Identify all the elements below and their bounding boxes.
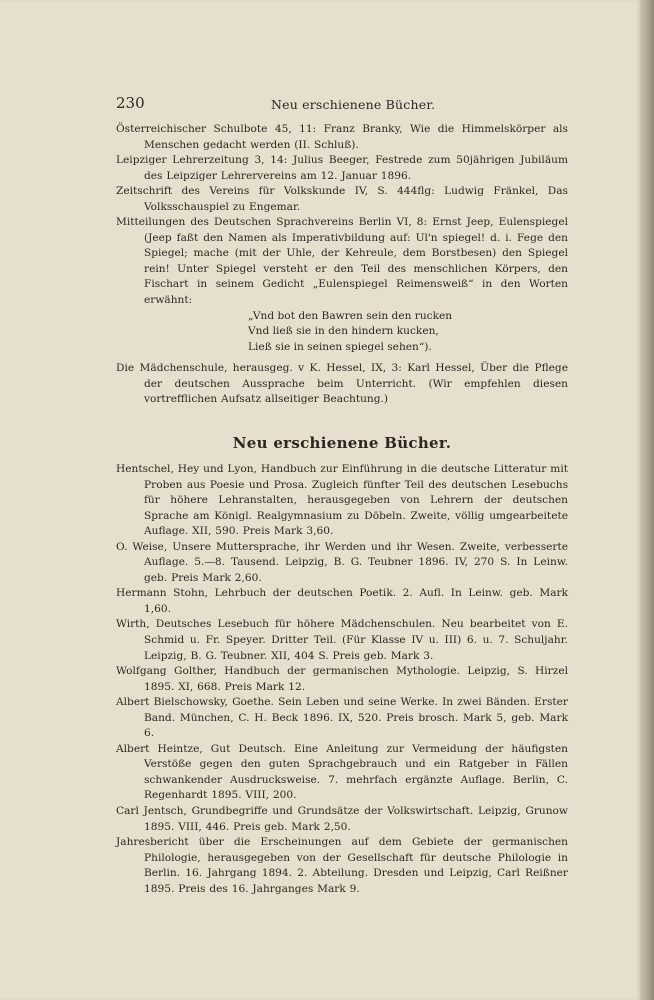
periodical-entry: Österreichischer Schulbote 45, 11: Franz Branky, Wie die Himmelskörper als Menschen gedacht werden (II. Schluß). (116, 123, 568, 151)
page-edge (640, 0, 654, 1000)
periodical-entry: Die Mädchenschule, herausgeg. v K. Hessel, IX, 3: Karl Hessel, Über die Pflege der deutschen Aussprache beim Unterricht. (Wir empfehlen diesen vortrefflichen Aufsatz allseitiger Beachtung.) (116, 362, 568, 406)
book-entry: Jahresbericht über die Erscheinungen auf dem Gebiete der germanischen Philologie, herausgegeben von der Gesellschaft für deutsche Philologie in Berlin. 16. Jahrgang 1894. 2. Abteilung. Dresden und Leipzig, Carl Reißner 1895. Preis des 16. Jahrganges Mark 9. (116, 836, 568, 895)
running-head: Neu erschienene Bücher. (271, 97, 436, 112)
periodical-entry: Mitteilungen des Deutschen Sprachvereins Berlin VI, 8: Ernst Jeep, Eulenspiegel (Jeep faßt den Namen als Imperativbildung auf: Ul'n spiegel! d. i. Fege den Spiegel; mache (mit der Uhle, der Kehreule, dem Borstbesen) den Spiegel rein! Unter Spiegel versteht er den Teil des menschlichen Körpers, den Fischart in seinem Gedicht „Eulenspiegel Reimensweiß“ in den Worten erwähnt: (116, 216, 568, 307)
page-header (116, 96, 568, 114)
book-entry: Albert Bielschowsky, Goethe. Sein Leben und seine Werke. In zwei Bänden. Erster Band. München, C. H. Beck 1896. IX, 520. Preis brosch. Mark 5, geb. Mark 6. (116, 696, 568, 740)
book-entry: Hentschel, Hey und Lyon, Handbuch zur Einführung in die deutsche Litteratur mit Proben aus Poesie und Prosa. Zugleich fünfter Teil des deutschen Lesebuchs für höhere Lehranstalten, herausgegeben von Lehrern der deutschen Sprache am Königl. Realgymnasium zu Döbeln. Zweite, völlig umgearbeitete Auflage. XII, 590. Preis Mark 3,60. (116, 463, 568, 538)
book-entry: O. Weise, Unsere Muttersprache, ihr Werden und ihr Wesen. Zweite, verbesserte Auflage. 5.—8. Tausend. Leipzig, B. G. Teubner 1896. IV, 270 S. In Leinw. geb. Preis Mark 2,60. (116, 540, 568, 584)
book-entry: Wirth, Deutsches Lesebuch für höhere Mädchenschulen. Neu bearbeitet von E. Schmid u. Fr. Speyer. Dritter Teil. (Für Klasse IV u. III) 6. u. 7. Schuljahr. Leipzig, B. G. Teubner. XII, 404 S. Preis geb. Mark 3. (116, 618, 568, 662)
book-entry: Carl Jentsch, Grundbegriffe und Grundsätze der Volkswirtschaft. Leipzig, Grunow 1895. VIII, 446. Preis geb. Mark 2,50. (116, 805, 568, 833)
page-number: 230 (116, 94, 145, 112)
verse-line: Vnd ließ sie in den hindern kucken, (248, 325, 439, 338)
verse-quote (116, 309, 568, 356)
periodical-list (116, 122, 568, 408)
book-entry: Albert Heintze, Gut Deutsch. Eine Anleitung zur Vermeidung der häufigsten Verstöße gegen den guten Sprachgebrauch und ein Ratgeber in Fällen schwankender Ausdrucksweise. 7. mehrfach ergänzte Auflage. Berlin, C. Regenhardt 1895. VIII, 200. (116, 742, 568, 802)
section-title: Neu erschienene Bücher. (232, 434, 452, 452)
book-entry: Hermann Stohn, Lehrbuch der deutschen Poetik. 2. Aufl. In Leinw. geb. Mark 1,60. (116, 587, 568, 615)
verse-line: Ließ sie in seinen spiegel sehen“). (248, 340, 432, 353)
periodical-entry: Leipziger Lehrerzeitung 3, 14: Julius Beeger, Festrede zum 50jährigen Jubiläum des Leipziger Lehrervereins am 12. Januar 1896. (116, 154, 568, 182)
verse-line: „Vnd bot den Bawren sein den rucken (248, 309, 453, 322)
periodical-entry: Zeitschrift des Vereins für Volkskunde IV, S. 444flg: Ludwig Fränkel, Das Volksschauspiel zu Engemar. (116, 185, 568, 213)
book-entry: Wolfgang Golther, Handbuch der germanischen Mythologie. Leipzig, S. Hirzel 1895. XI, 668. Preis Mark 12. (116, 665, 568, 693)
book-list (116, 462, 568, 897)
